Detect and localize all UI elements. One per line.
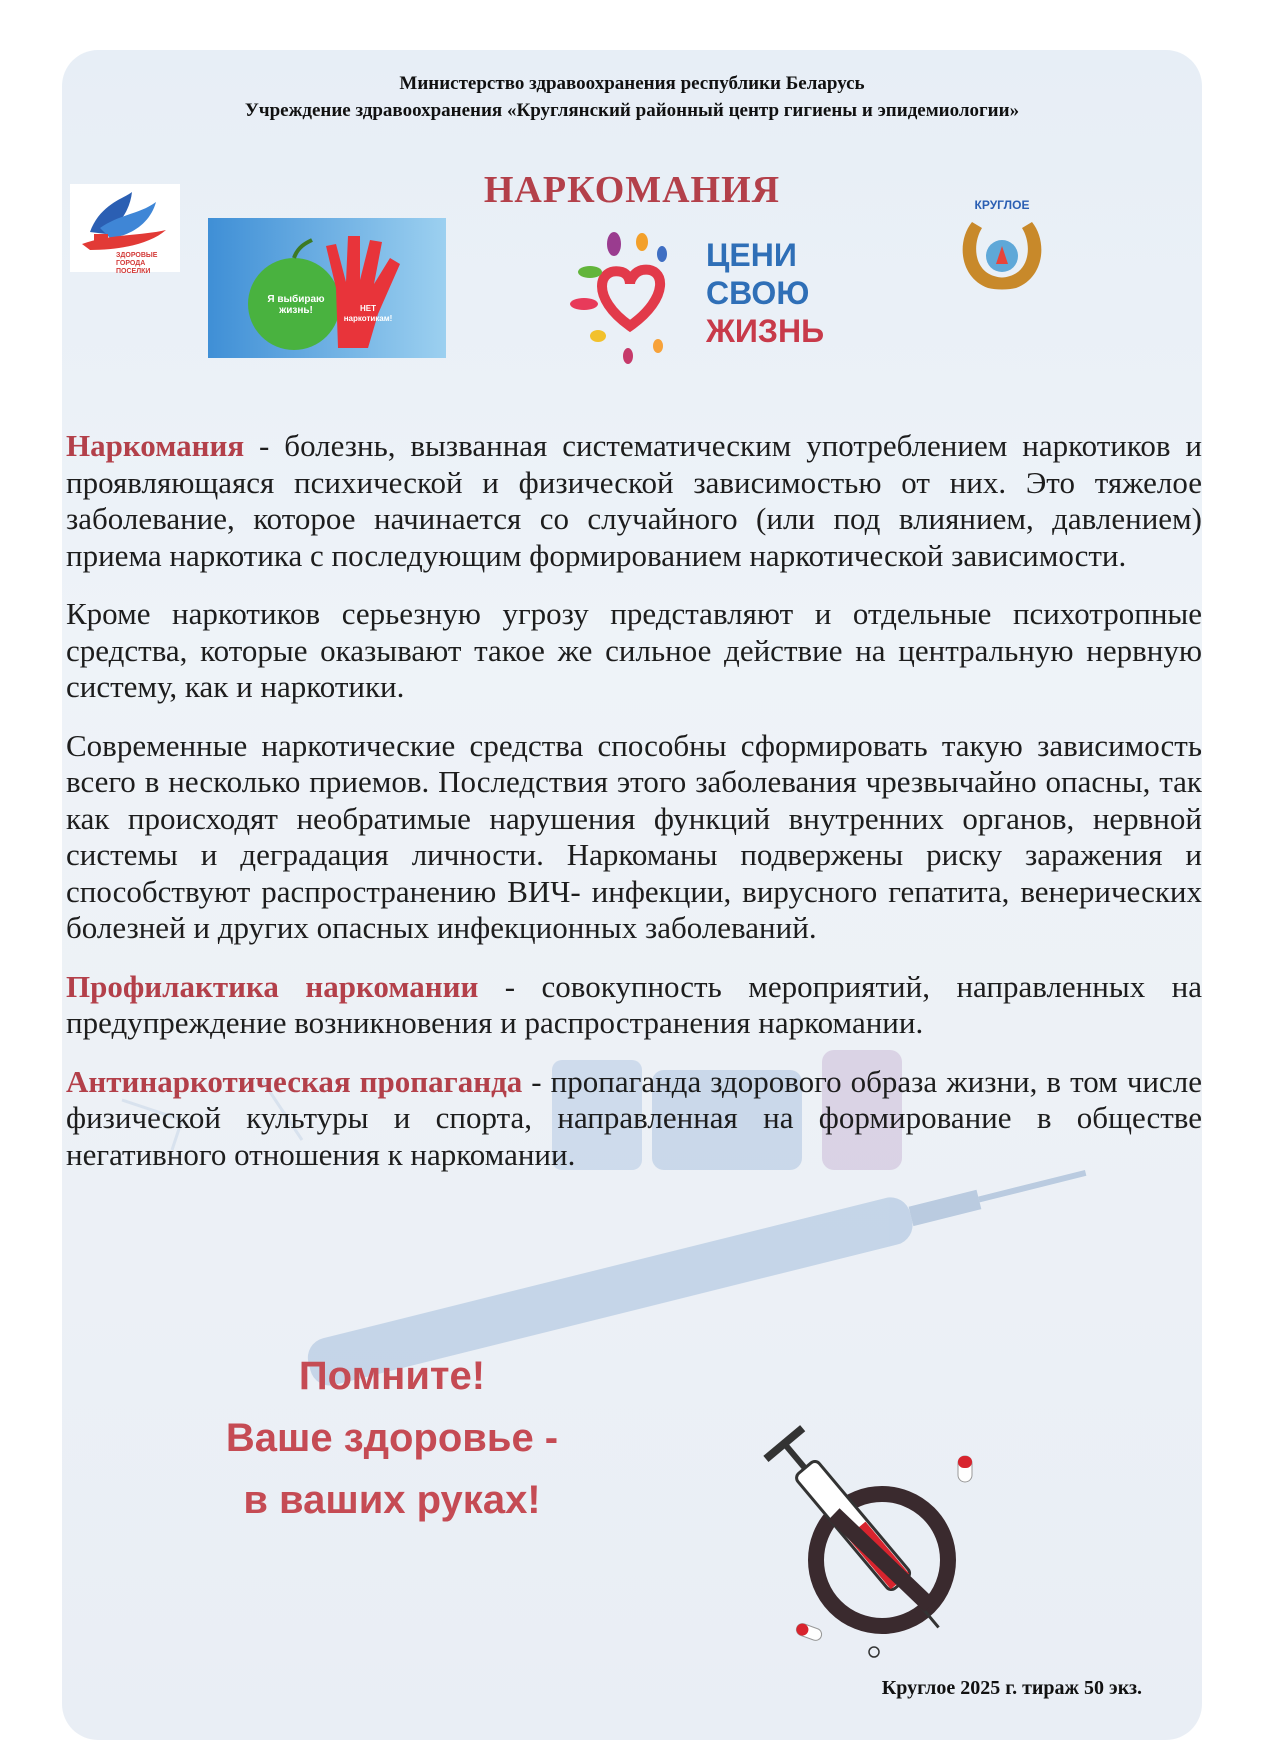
paragraph-consequences: Современные наркотические средства способны сформировать такую зависимость всего в несколько приемов. Последствия этого заболевания чрезвычайно опасны, так как происходят необратимые нарушения функций внутренних органов, нервной системы и деградация личности. Наркоманы подвержены риску заражения и способствуют распространению ВИЧ- инфекции, вирусного гепатита, венерических болезней и других опасных инфекционных заболеваний.: [66, 727, 1202, 945]
paragraph-definition: [66, 428, 1202, 574]
reminder-line1: Помните!: [298, 1354, 486, 1398]
apple-caption: Я выбираю жизнь!: [267, 294, 325, 316]
krugloe-emblem: [952, 198, 1052, 298]
slogan-line2: СВОЮ: [706, 275, 810, 311]
reminder-line3: в ваших руках!: [243, 1478, 541, 1522]
slogan-line3: ЖИЗНЬ: [706, 313, 825, 349]
definition-text: - болезнь, вызванная систематическим употреблением наркотиков и проявляющаяся психической и физической зависимостью от них. Это тяжелое заболевание, которое начинается со случайного (или под влиянием, давлением) приема наркотика с последующим формированием наркотической зависимости.: [66, 428, 1202, 573]
propaganda-text: - пропаганда здорового образа жизни, в том числе физической культуры и спорта, направленная на формирование в обществе негативного отношения к наркомании.: [66, 1063, 1202, 1172]
apple-hand-icon: [208, 218, 446, 358]
ministry-line: Министерство здравоохранения республики Беларусь: [399, 73, 865, 94]
institution-line: Учреждение здравоохранения «Круглянский районный центр гигиены и эпидемиологии»: [244, 100, 1020, 121]
term-propaganda: Антинаркотическая пропаганда: [66, 1063, 523, 1099]
paragraph-psychotropic: Кроме наркотиков серьезную угрозу представляют и отдельные психотропные средства, которые оказывают такое же сильное действие на центральную нервную систему, как и наркотики.: [66, 596, 1202, 704]
healthy-cities-logo: [70, 184, 180, 275]
prevention-text: - совокупность мероприятий, направленных на предупреждение возникновения и распространения наркомании.: [66, 968, 1202, 1040]
leaflet-sheet: [62, 50, 1202, 1740]
term-narcomania: Наркомания: [66, 428, 245, 463]
page-title: НАРКОМАНИЯ: [483, 169, 781, 211]
hand-caption: НЕТ наркотикам!: [343, 304, 393, 323]
reminder-line2: Ваше здоровье -: [225, 1416, 559, 1460]
term-prevention: Профилактика наркомании: [66, 968, 479, 1004]
no-syringe-sign-icon: [762, 1370, 1002, 1690]
slogan-line1: ЦЕНИ: [706, 237, 797, 273]
paragraph-prevention: [66, 969, 1202, 1042]
paragraph-propaganda: [66, 1064, 1202, 1174]
header: [62, 70, 1202, 124]
print-info-footer: Круглое 2025 г. тираж 50 экз.: [881, 1677, 1142, 1699]
heart-splash-icon: [570, 228, 690, 368]
reminder-slogan: [182, 1345, 602, 1531]
value-your-life-logo: [570, 228, 860, 368]
horseshoe-emblem-icon: [952, 212, 1052, 298]
healthy-cities-caption: ЗДОРОВЫЕ ГОРОДА ПОСЕЛКИ: [116, 252, 158, 275]
emblem-caption: КРУГЛОЕ: [974, 198, 1030, 212]
article-body: [66, 428, 1202, 1195]
apple-hand-banner: [208, 218, 446, 358]
